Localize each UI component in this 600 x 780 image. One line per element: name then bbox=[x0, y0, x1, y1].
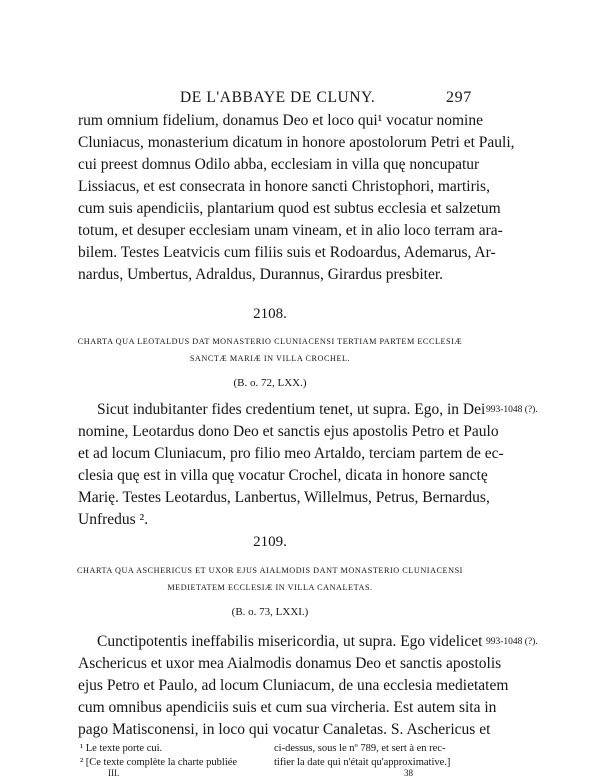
signature-mark: III. bbox=[108, 768, 120, 778]
text-line: Cunctipotentis ineffabilis misericordia, ut supra. Ego videlicet bbox=[97, 633, 483, 650]
text-line: Unfredus ². bbox=[78, 511, 149, 528]
text-line: cum suis apendiciis, plantarium quod est subtus ecclesia et salzetum bbox=[78, 200, 501, 217]
text-line: clesia quę est in villa quę vocatur Crochel, dicata in honore sanctę bbox=[78, 467, 488, 484]
charter-rubric-line: CHARTA QUA LEOTALDUS DAT MONASTERIO CLUNIACENSI TERTIAM PARTEM ECCLESIÆ bbox=[77, 337, 463, 346]
text-line: et ad locum Cluniacum, pro filio meo Artaldo, terciam partem de ec- bbox=[78, 445, 504, 462]
text-line: Marię. Testes Leotardus, Lanbertus, Willelmus, Petrus, Bernardus, bbox=[78, 489, 490, 506]
text-line: bilem. Testes Leatvicis cum filiis suis et Rodoardus, Ademarus, Ar- bbox=[78, 244, 496, 261]
margin-date: 993-1048 (?). bbox=[486, 637, 538, 647]
footnote-continuation: ci-dessus, sous le nº 789, et sert à en rec- bbox=[274, 743, 446, 754]
text-line: Cluniacus, monasterium dicatum in honore apostolorum Petri et Pauli, bbox=[78, 134, 515, 151]
footnote-1: ¹ Le texte porte cui. bbox=[80, 743, 163, 754]
charter-number: 2109. bbox=[253, 534, 287, 550]
text-line: nomine, Leotardus dono Deo et sanctis ejus apostolis Petro et Paulo bbox=[78, 423, 499, 440]
text-line: Lissiacus, et est consecrata in honore sancti Christophori, martiris, bbox=[78, 178, 490, 195]
text-line: cum omnibus apendiciis suis et cum sua vircheria. Est autem sita in bbox=[78, 699, 497, 716]
text-line: nardus, Umbertus, Adraldus, Durannus, Girardus presbiter. bbox=[78, 266, 444, 283]
charter-source: (B. o. 73, LXXI.) bbox=[231, 606, 309, 618]
page-number: 297 bbox=[446, 89, 472, 106]
text-line: Sicut indubitanter fides credentium tenet, ut supra. Ego, in Dei bbox=[97, 401, 486, 418]
charter-source: (B. o. 72, LXX.) bbox=[233, 377, 307, 389]
charter-number: 2108. bbox=[253, 306, 287, 322]
footnote-continuation: tifier la date qui n'était qu'approximative.] bbox=[274, 757, 451, 768]
footnote-2: ² [Ce texte complète la charte publiée bbox=[80, 757, 238, 768]
charter-rubric-line: CHARTA QUA ASCHERICUS ET UXOR EJUS AIALMODIS DANT MONASTERIO CLUNIACENSI bbox=[77, 566, 463, 575]
text-line: cui preest domnus Odilo abba, ecclesiam in villa quę noncupatur bbox=[78, 156, 480, 173]
text-line: rum omnium fidelium, donamus Deo et loco qui¹ vocatur nomine bbox=[78, 112, 483, 129]
text-line: pago Matisconensi, in loco qui vocatur Canaletas. S. Aschericus et bbox=[78, 721, 491, 738]
running-title: DE L'ABBAYE DE CLUNY. bbox=[180, 89, 376, 106]
charter-rubric-line: SANCTÆ MARIÆ IN VILLA CROCHEL. bbox=[189, 354, 351, 363]
text-line: Aschericus et uxor mea Aialmodis donamus Deo et sanctis apostolis bbox=[78, 655, 502, 672]
charter-rubric-line: MEDIETATEM ECCLESIÆ IN VILLA CANALETAS. bbox=[167, 583, 373, 592]
margin-date: 993-1048 (?). bbox=[486, 405, 538, 415]
signature-number: 38 bbox=[404, 768, 413, 778]
text-line: ejus Petro et Paulo, ad locum Cluniacum, de una ecclesia medietatem bbox=[78, 677, 509, 694]
text-line: totum, et desuper ecclesiam unam vineam, et in alio loco terram ara- bbox=[78, 222, 503, 239]
